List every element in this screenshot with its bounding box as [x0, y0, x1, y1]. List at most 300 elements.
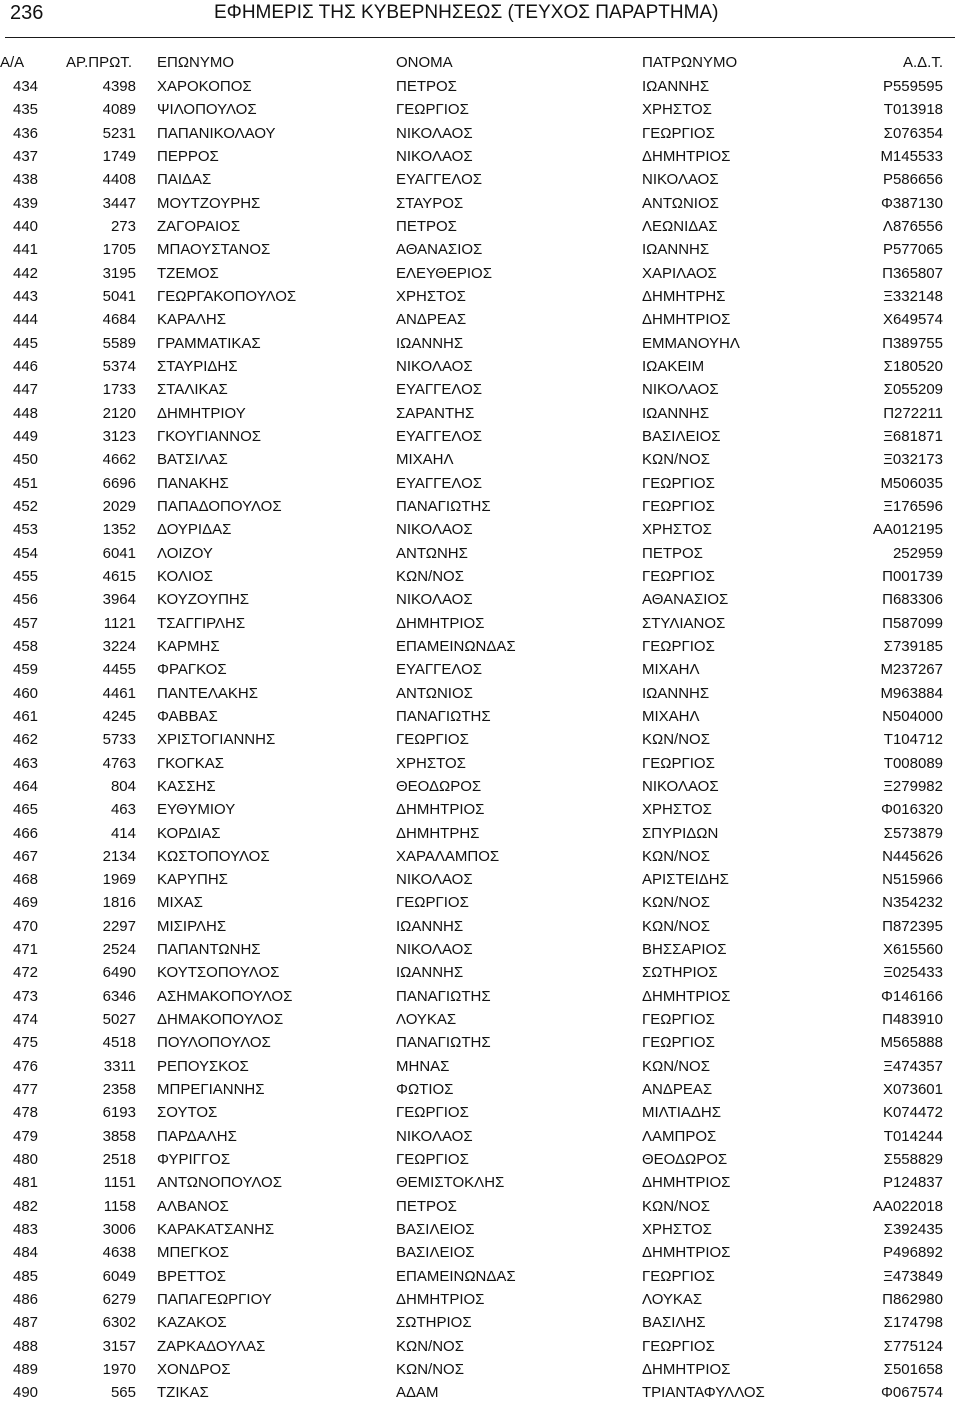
row-name: ΓΕΩΡΓΙΟΣ [396, 1104, 469, 1122]
row-aa: 478 [13, 1104, 39, 1122]
row-surname: ΚΩΣΤΟΠΟΥΛΟΣ [157, 847, 270, 865]
registry-table [0, 51, 960, 1405]
row-name: ΔΗΜΗΤΡΙΟΣ [396, 1291, 485, 1309]
row-aa: 489 [13, 1361, 39, 1379]
row-surname: ΓΚΟΥΓΙΑΝΝΟΣ [157, 427, 262, 445]
row-id-card: Π272211 [883, 404, 943, 422]
row-name: ΠΑΝΑΓΙΩΤΗΣ [396, 497, 491, 515]
row-id-card: Ξ032173 [883, 451, 943, 469]
row-id-card: Ρ559595 [882, 78, 943, 95]
row-protocol-number: 3157 [102, 1337, 136, 1355]
row-protocol-number: 3964 [102, 591, 136, 609]
row-protocol-number: 6041 [102, 544, 136, 562]
row-aa: 471 [13, 941, 39, 959]
row-protocol-number: 4461 [102, 684, 136, 702]
row-surname: ΚΟΥΖΟΥΠΗΣ [157, 591, 250, 609]
row-name: ΑΘΑΝΑΣΙΟΣ [396, 241, 483, 259]
table-row [0, 682, 960, 705]
row-surname: ΤΖΕΜΟΣ [157, 264, 219, 282]
table-row [0, 1195, 960, 1218]
row-aa: 487 [13, 1314, 39, 1332]
row-name: ΠΕΤΡΟΣ [396, 1197, 457, 1215]
row-surname: ΚΟΛΙΟΣ [157, 567, 214, 585]
row-aa: 462 [13, 731, 39, 749]
row-aa: 446 [13, 357, 39, 375]
row-protocol-number: 5027 [102, 1011, 136, 1029]
row-aa: 486 [13, 1291, 39, 1309]
row-surname: ΜΠΡΕΓΙΑΝΝΗΣ [157, 1081, 265, 1099]
row-surname: ΑΛΒΑΝΟΣ [157, 1197, 229, 1215]
row-protocol-number: 5374 [102, 357, 136, 375]
table-row [0, 425, 960, 448]
row-id-card: ΑΑ022018 [872, 1197, 943, 1215]
row-id-card: Π365807 [882, 264, 943, 282]
row-fathers-name: ΔΗΜΗΤΡΙΟΣ [642, 1244, 731, 1262]
row-fathers-name: ΛΟΥΚΑΣ [642, 1291, 703, 1309]
row-protocol-number: 4408 [102, 171, 136, 189]
row-aa: 468 [13, 871, 39, 889]
row-name: ΚΩΝ/ΝΟΣ [396, 567, 464, 585]
table-row [0, 961, 960, 984]
row-surname: ΠΑΝΤΕΛΑΚΗΣ [157, 684, 258, 702]
table-row [0, 1171, 960, 1194]
row-aa: 466 [13, 824, 39, 842]
row-fathers-name: ΒΑΣΙΛΕΙΟΣ [642, 427, 721, 445]
row-protocol-number: 2297 [102, 917, 136, 935]
row-id-card: Τ014244 [883, 1127, 943, 1145]
column-header-aa: Α/Α [0, 54, 25, 71]
table-row [0, 1241, 960, 1264]
row-name: ΚΩΝ/ΝΟΣ [396, 1361, 464, 1379]
row-fathers-name: ΓΕΩΡΓΙΟΣ [642, 1267, 715, 1285]
row-aa: 441 [13, 241, 39, 259]
row-fathers-name: ΒΑΣΙΛΗΣ [642, 1314, 706, 1332]
table-row [0, 798, 960, 821]
row-aa: 485 [13, 1267, 39, 1285]
row-id-card: Σ739185 [883, 637, 943, 655]
column-header-id-card: Α.Δ.Τ. [902, 54, 943, 71]
row-fathers-name: ΓΕΩΡΓΙΟΣ [642, 637, 715, 655]
row-aa: 467 [13, 847, 39, 865]
row-name: ΕΥΑΓΓΕΛΟΣ [396, 427, 483, 445]
row-protocol-number: 1151 [103, 1174, 136, 1192]
table-row [0, 1358, 960, 1381]
row-fathers-name: ΓΕΩΡΓΙΟΣ [642, 124, 715, 142]
row-aa: 490 [13, 1384, 39, 1402]
table-row [0, 192, 960, 215]
row-protocol-number: 4638 [102, 1244, 136, 1262]
row-fathers-name: ΘΕΟΔΩΡΟΣ [642, 1151, 728, 1169]
row-id-card: Φ146166 [880, 987, 943, 1005]
row-aa: 457 [13, 614, 39, 632]
row-protocol-number: 5733 [102, 731, 136, 749]
row-fathers-name: ΔΗΜΗΤΡΙΟΣ [642, 1361, 731, 1379]
page-number: 236 [10, 2, 44, 24]
row-name: ΕΥΑΓΓΕΛΟΣ [396, 381, 483, 399]
table-row [0, 1031, 960, 1054]
row-aa: 479 [13, 1127, 39, 1145]
row-surname: ΣΤΑΛΙΚΑΣ [157, 381, 228, 399]
table-row [0, 75, 960, 98]
row-fathers-name: ΧΑΡΙΛΑΟΣ [642, 264, 717, 282]
row-fathers-name: ΔΗΜΗΤΡΙΟΣ [642, 147, 731, 165]
row-name: ΒΑΣΙΛΕΙΟΣ [396, 1244, 475, 1262]
row-aa: 472 [13, 964, 39, 982]
row-fathers-name: ΤΡΙΑΝΤΑΦΥΛΛΟΣ [642, 1384, 765, 1402]
row-fathers-name: ΙΩΑΝΝΗΣ [642, 78, 710, 95]
row-aa: 454 [13, 544, 39, 562]
row-id-card: Π483910 [882, 1011, 943, 1029]
row-id-card: Π587099 [882, 614, 943, 632]
row-protocol-number: 3006 [102, 1221, 136, 1239]
row-protocol-number: 4662 [102, 451, 136, 469]
row-name: ΝΙΚΟΛΑΟΣ [396, 941, 473, 959]
row-name: ΘΕΜΙΣΤΟΚΛΗΣ [396, 1174, 505, 1192]
row-name: ΑΔΑΜ [396, 1384, 439, 1402]
row-name: ΓΕΩΡΓΙΟΣ [396, 894, 469, 912]
row-fathers-name: ΓΕΩΡΓΙΟΣ [642, 1034, 715, 1052]
row-protocol-number: 1969 [102, 871, 136, 889]
table-row [0, 1078, 960, 1101]
table-row [0, 215, 960, 238]
row-protocol-number: 3224 [102, 637, 136, 655]
row-aa: 482 [13, 1197, 39, 1215]
table-row [0, 705, 960, 728]
row-name: ΓΕΩΡΓΙΟΣ [396, 101, 469, 119]
table-row [0, 1311, 960, 1334]
row-surname: ΚΑΡΜΗΣ [157, 637, 220, 655]
row-protocol-number: 1158 [103, 1197, 136, 1215]
row-id-card: Ρ577065 [882, 241, 943, 259]
row-protocol-number: 5231 [102, 124, 136, 142]
row-aa: 447 [13, 381, 39, 399]
row-protocol-number: 565 [110, 1384, 136, 1402]
table-row [0, 168, 960, 191]
row-surname: ΠΟΥΛΟΠΟΥΛΟΣ [157, 1034, 271, 1052]
table-row [0, 1335, 960, 1358]
row-aa: 435 [13, 101, 39, 119]
table-row [0, 1265, 960, 1288]
row-fathers-name: ΚΩΝ/ΝΟΣ [642, 894, 710, 912]
row-surname: ΦΑΒΒΑΣ [157, 707, 218, 725]
row-name: ΝΙΚΟΛΑΟΣ [396, 591, 473, 609]
row-surname: ΠΑΠΑΝΙΚΟΛΑΟΥ [157, 124, 276, 142]
row-aa: 442 [13, 264, 39, 282]
table-row [0, 822, 960, 845]
table-row [0, 1218, 960, 1241]
row-protocol-number: 3858 [102, 1127, 136, 1145]
row-protocol-number: 414 [110, 824, 136, 842]
row-surname: ΠΑΠΑΔΟΠΟΥΛΟΣ [157, 497, 282, 515]
table-row [0, 868, 960, 891]
row-protocol-number: 1121 [103, 614, 136, 632]
row-surname: ΤΖΙΚΑΣ [157, 1384, 209, 1402]
row-surname: ΦΡΑΓΚΟΣ [157, 661, 227, 679]
row-name: ΕΥΑΓΓΕΛΟΣ [396, 661, 483, 679]
row-name: ΠΑΝΑΓΙΩΤΗΣ [396, 707, 491, 725]
row-id-card: Τ013918 [883, 101, 943, 119]
row-name: ΑΝΤΩΝΙΟΣ [396, 684, 473, 702]
row-protocol-number: 463 [110, 801, 136, 819]
row-id-card: Χ649574 [882, 311, 943, 329]
row-id-card: Μ237267 [880, 661, 943, 679]
row-id-card: Κ074472 [882, 1104, 943, 1122]
row-fathers-name: ΚΩΝ/ΝΟΣ [642, 731, 710, 749]
row-surname: ΠΑΡΔΑΛΗΣ [157, 1127, 237, 1145]
row-protocol-number: 6279 [102, 1291, 136, 1309]
row-protocol-number: 1352 [102, 521, 136, 539]
row-surname: ΠΑΠΑΓΕΩΡΓΙΟΥ [157, 1291, 272, 1309]
row-surname: ΓΡΑΜΜΑΤΙΚΑΣ [157, 334, 261, 352]
row-fathers-name: ΚΩΝ/ΝΟΣ [642, 1197, 710, 1215]
row-protocol-number: 4245 [102, 707, 136, 725]
row-aa: 437 [13, 147, 39, 165]
row-aa: 464 [13, 777, 39, 795]
row-aa: 477 [13, 1081, 39, 1099]
row-id-card: Π683306 [882, 591, 943, 609]
row-protocol-number: 6490 [102, 964, 136, 982]
table-row [0, 985, 960, 1008]
row-aa: 476 [13, 1057, 39, 1075]
row-aa: 456 [13, 591, 39, 609]
row-name: ΒΑΣΙΛΕΙΟΣ [396, 1221, 475, 1239]
row-name: ΝΙΚΟΛΑΟΣ [396, 871, 473, 889]
row-id-card: Μ506035 [880, 474, 943, 492]
row-id-card: ΑΑ012195 [872, 521, 943, 539]
row-surname: ΛΟΙΖΟΥ [157, 544, 213, 562]
row-id-card: Σ573879 [883, 824, 943, 842]
row-name: ΝΙΚΟΛΑΟΣ [396, 147, 473, 165]
row-protocol-number: 4518 [102, 1034, 136, 1052]
row-id-card: Σ775124 [883, 1337, 943, 1355]
row-id-card: Ν504000 [882, 707, 943, 725]
row-id-card: Π862980 [882, 1291, 943, 1309]
row-fathers-name: ΒΗΣΣΑΡΙΟΣ [642, 941, 727, 959]
row-id-card: Σ174798 [883, 1314, 943, 1332]
row-fathers-name: ΛΕΩΝΙΔΑΣ [642, 217, 718, 235]
row-fathers-name: ΧΡΗΣΤΟΣ [642, 801, 712, 819]
row-surname: ΜΠΑΟΥΣΤΑΝΟΣ [157, 241, 271, 259]
row-name: ΙΩΑΝΝΗΣ [396, 964, 464, 982]
table-row [0, 565, 960, 588]
table-row [0, 845, 960, 868]
row-name: ΣΩΤΗΡΙΟΣ [396, 1314, 472, 1332]
row-id-card: Ρ124837 [882, 1174, 943, 1192]
row-fathers-name: ΔΗΜΗΤΡΙΟΣ [642, 311, 731, 329]
table-row [0, 355, 960, 378]
row-id-card: Ξ474357 [883, 1057, 943, 1075]
row-protocol-number: 2029 [102, 497, 136, 515]
row-surname: ΣΟΥΤΟΣ [157, 1104, 218, 1122]
row-protocol-number: 5589 [102, 334, 136, 352]
row-fathers-name: ΚΩΝ/ΝΟΣ [642, 451, 710, 469]
row-protocol-number: 5041 [102, 287, 136, 305]
row-surname: ΚΑΡΑΚΑΤΣΑΝΗΣ [157, 1221, 275, 1239]
row-aa: 453 [13, 521, 39, 539]
row-protocol-number: 2524 [102, 941, 136, 959]
row-aa: 438 [13, 171, 39, 189]
row-name: ΜΗΝΑΣ [396, 1057, 450, 1075]
row-protocol-number: 1749 [102, 147, 136, 165]
row-surname: ΠΑΠΑΝΤΩΝΗΣ [157, 941, 261, 959]
row-protocol-number: 1733 [102, 381, 136, 399]
table-row [0, 472, 960, 495]
row-protocol-number: 804 [110, 777, 136, 795]
row-name: ΑΝΔΡΕΑΣ [396, 311, 467, 329]
table-row [0, 448, 960, 471]
row-fathers-name: ΙΩΑΚΕΙΜ [642, 357, 705, 375]
row-protocol-number: 6193 [102, 1104, 136, 1122]
row-id-card: Σ558829 [883, 1151, 943, 1169]
row-aa: 439 [13, 194, 39, 212]
row-id-card: Σ392435 [883, 1221, 943, 1239]
row-fathers-name: ΜΙΧΑΗΛ [642, 661, 700, 679]
row-name: ΣΤΑΥΡΟΣ [396, 194, 464, 212]
row-name: ΕΠΑΜΕΙΝΩΝΔΑΣ [396, 1267, 516, 1285]
row-name: ΧΡΗΣΤΟΣ [396, 287, 466, 305]
header-rule [5, 37, 955, 38]
row-id-card: Φ067574 [880, 1384, 943, 1402]
row-id-card: Π389755 [882, 334, 943, 352]
table-row [0, 98, 960, 121]
table-row [0, 938, 960, 961]
row-surname: ΚΟΥΤΣΟΠΟΥΛΟΣ [157, 964, 280, 982]
row-aa: 436 [13, 124, 39, 142]
row-name: ΔΗΜΗΤΡΙΟΣ [396, 614, 485, 632]
row-fathers-name: ΓΕΩΡΓΙΟΣ [642, 1011, 715, 1029]
row-name: ΔΗΜΗΤΡΙΟΣ [396, 801, 485, 819]
row-id-card: Φ387130 [880, 194, 943, 212]
row-name: ΧΑΡΑΛΑΜΠΟΣ [396, 847, 500, 865]
table-row [0, 402, 960, 425]
table-body [0, 75, 960, 1405]
row-aa: 448 [13, 404, 39, 422]
row-aa: 483 [13, 1221, 39, 1239]
row-id-card: Ξ473849 [883, 1267, 943, 1285]
row-surname: ΔΗΜΗΤΡΙΟΥ [157, 404, 246, 422]
table-row [0, 891, 960, 914]
row-protocol-number: 6049 [102, 1267, 136, 1285]
row-protocol-number: 1816 [102, 894, 136, 912]
row-surname: ΚΑΣΣΗΣ [157, 777, 216, 795]
table-row [0, 308, 960, 331]
row-id-card: Ρ496892 [882, 1244, 943, 1262]
row-fathers-name: ΝΙΚΟΛΑΟΣ [642, 381, 719, 399]
row-fathers-name: ΣΤΥΛΙΑΝΟΣ [642, 614, 726, 632]
row-id-card: Χ073601 [882, 1081, 943, 1099]
table-row [0, 775, 960, 798]
table-row [0, 1148, 960, 1171]
row-surname: ΓΕΩΡΓΑΚΟΠΟΥΛΟΣ [157, 287, 297, 305]
table-row [0, 262, 960, 285]
row-protocol-number: 1970 [102, 1361, 136, 1379]
page-header [0, 0, 960, 30]
row-fathers-name: ΧΡΗΣΤΟΣ [642, 101, 712, 119]
row-protocol-number: 4089 [102, 101, 136, 119]
row-protocol-number: 4455 [102, 661, 136, 679]
row-id-card: Σ076354 [883, 124, 943, 142]
column-header-protocol: ΑΡ.ΠΡΩΤ. [66, 54, 132, 71]
row-surname: ΒΡΕΤΤΟΣ [157, 1267, 227, 1285]
row-id-card: Χ615560 [882, 941, 943, 959]
row-surname: ΚΑΡΑΛΗΣ [157, 311, 227, 329]
row-protocol-number: 4684 [102, 311, 136, 329]
row-aa: 452 [13, 497, 39, 515]
row-aa: 473 [13, 987, 39, 1005]
row-fathers-name: ΚΩΝ/ΝΟΣ [642, 917, 710, 935]
row-surname: ΜΙΧΑΣ [157, 894, 203, 912]
row-aa: 481 [13, 1174, 39, 1192]
column-header-name: ΟΝΟΜΑ [396, 54, 453, 71]
table-row [0, 1101, 960, 1124]
row-fathers-name: ΔΗΜΗΤΡΗΣ [642, 287, 726, 305]
page-title: ΕΦΗΜΕΡΙΣ ΤΗΣ ΚΥΒΕΡΝΗΣΕΩΣ (ΤΕΥΧΟΣ ΠΑΡΑΡΤΗΜΑ) [214, 2, 719, 23]
row-surname: ΜΙΣΙΡΛΗΣ [157, 917, 227, 935]
row-aa: 455 [13, 567, 39, 585]
row-surname: ΔΟΥΡΙΔΑΣ [157, 521, 232, 539]
table-row [0, 285, 960, 308]
row-protocol-number: 2120 [102, 404, 136, 422]
row-fathers-name: ΛΑΜΠΡΟΣ [642, 1127, 717, 1145]
row-protocol-number: 2134 [102, 847, 136, 865]
row-id-card: Φ016320 [880, 801, 943, 819]
row-name: ΠΕΤΡΟΣ [396, 78, 457, 95]
row-aa: 451 [13, 474, 39, 492]
row-surname: ΤΣΑΓΓΙΡΛΗΣ [157, 614, 246, 632]
table-row [0, 752, 960, 775]
row-surname: ΦΥΡΙΓΓΟΣ [157, 1151, 231, 1169]
table-row [0, 1055, 960, 1078]
row-id-card: Ξ332148 [883, 287, 943, 305]
table-row [0, 542, 960, 565]
row-fathers-name: ΑΘΑΝΑΣΙΟΣ [642, 591, 729, 609]
table-row [0, 495, 960, 518]
row-name: ΜΙΧΑΗΛ [396, 451, 454, 469]
row-surname: ΠΕΡΡΟΣ [157, 147, 219, 165]
row-fathers-name: ΚΩΝ/ΝΟΣ [642, 847, 710, 865]
column-header-fathers-name: ΠΑΤΡΩΝΥΜΟ [642, 54, 738, 71]
row-id-card: Σ501658 [883, 1361, 943, 1379]
row-surname: ΧΡΙΣΤΟΓΙΑΝΝΗΣ [157, 731, 276, 749]
row-id-card: Ν354232 [882, 894, 943, 912]
row-aa: 450 [13, 451, 39, 469]
row-fathers-name: ΣΠΥΡΙΔΩΝ [642, 824, 719, 842]
table-row [0, 378, 960, 401]
row-id-card: 252959 [892, 544, 943, 562]
table-row [0, 1381, 960, 1404]
table-row [0, 122, 960, 145]
row-name: ΙΩΑΝΝΗΣ [396, 917, 464, 935]
row-surname: ΧΟΝΔΡΟΣ [157, 1361, 231, 1379]
row-fathers-name: ΝΙΚΟΛΑΟΣ [642, 777, 719, 795]
row-name: ΝΙΚΟΛΑΟΣ [396, 124, 473, 142]
table-row [0, 1288, 960, 1311]
row-name: ΙΩΑΝΝΗΣ [396, 334, 464, 352]
row-aa: 458 [13, 637, 39, 655]
table-row [0, 612, 960, 635]
row-fathers-name: ΓΕΩΡΓΙΟΣ [642, 754, 715, 772]
row-surname: ΔΗΜΑΚΟΠΟΥΛΟΣ [157, 1011, 284, 1029]
row-name: ΑΝΤΩΝΗΣ [396, 544, 468, 562]
row-surname: ΓΚΟΓΚΑΣ [157, 754, 225, 772]
row-aa: 444 [13, 311, 39, 329]
row-name: ΔΗΜΗΤΡΗΣ [396, 824, 480, 842]
row-name: ΕΥΑΓΓΕΛΟΣ [396, 474, 483, 492]
row-id-card: Μ145533 [880, 147, 943, 165]
row-id-card: Ξ681871 [883, 427, 943, 445]
row-id-card: Τ104712 [883, 731, 943, 749]
row-aa: 459 [13, 661, 39, 679]
